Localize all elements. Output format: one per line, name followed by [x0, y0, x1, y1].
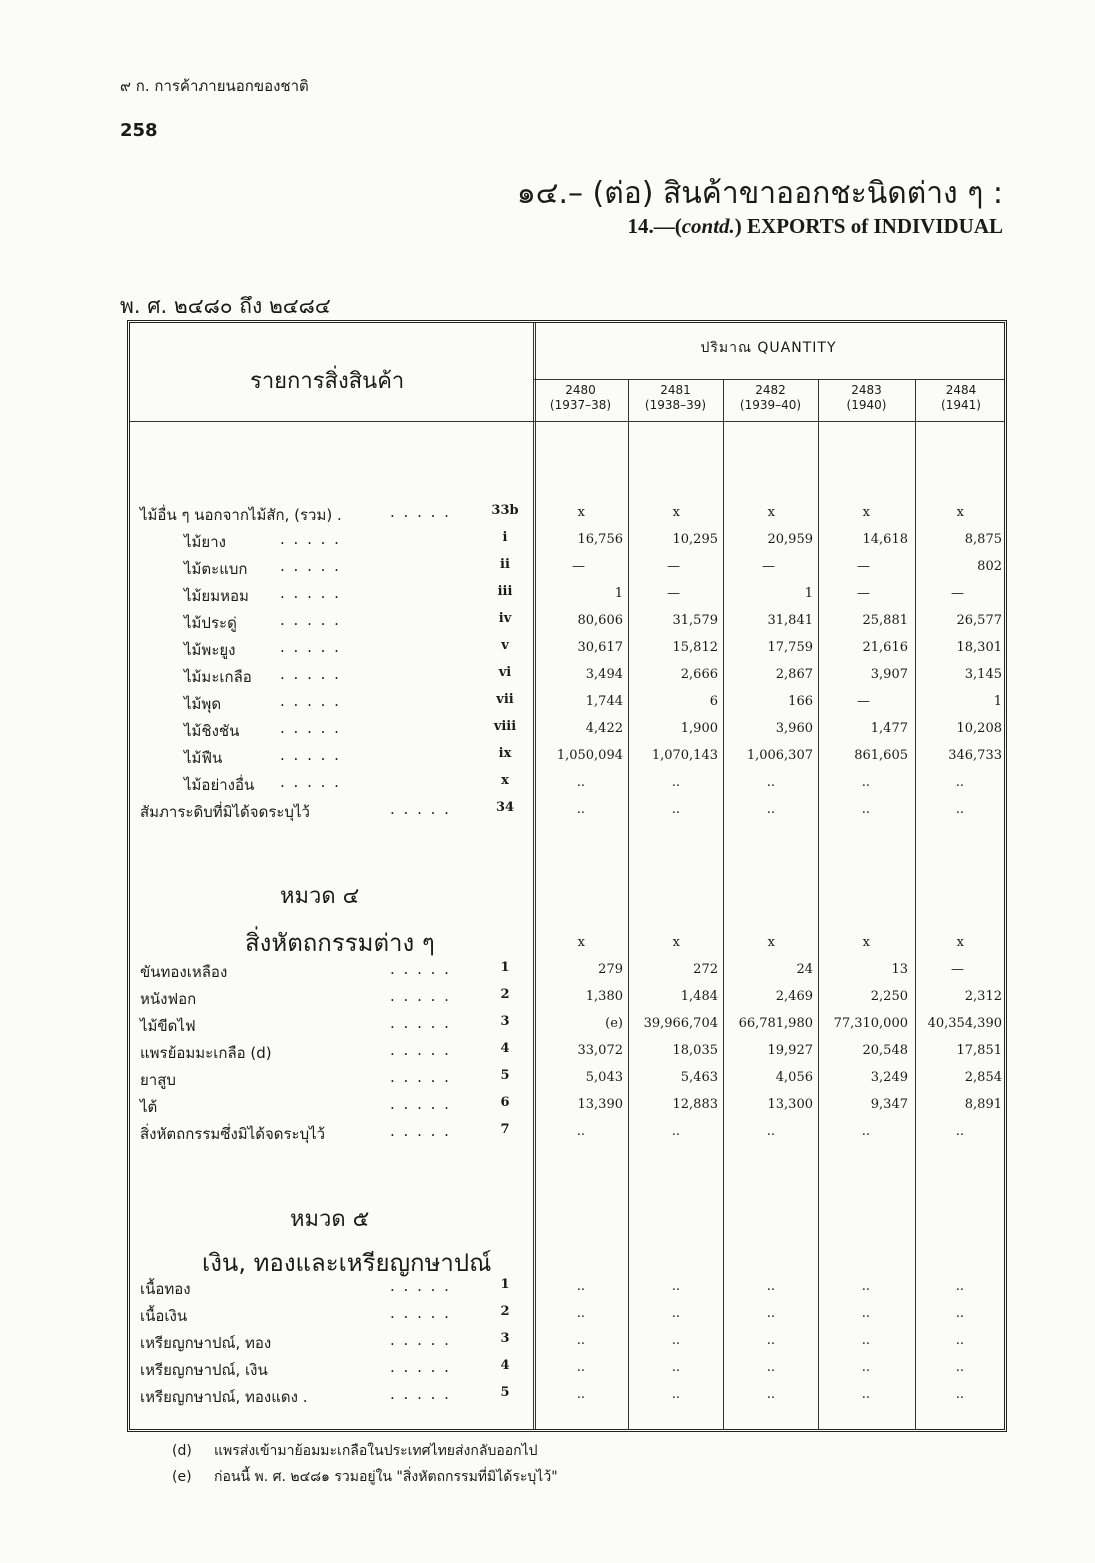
- leader-dots: . . . . .: [390, 960, 451, 978]
- quantity-cell: ..: [671, 775, 680, 790]
- item-column-header: รายการสิ่งสินค้า: [250, 369, 405, 394]
- leader-dots: . . . . .: [390, 503, 451, 521]
- table-row: [130, 503, 1004, 530]
- row-code: 4: [500, 1358, 510, 1373]
- quantity-cell: ..: [671, 1387, 680, 1402]
- row-label: ไต้: [140, 1098, 158, 1116]
- quantity-cell: 30,617: [577, 640, 623, 655]
- quantity-cell: —: [857, 586, 870, 601]
- row-code: ix: [498, 746, 512, 761]
- table-row: [130, 1358, 1004, 1385]
- group-4-subtitle: สิ่งหัตถกรรมต่าง ๆ: [245, 929, 435, 957]
- quantity-cell: 2,469: [775, 989, 813, 1004]
- quantity-cell: 1,900: [680, 721, 718, 736]
- quantity-cell: ..: [671, 1124, 680, 1139]
- row-code: 34: [495, 800, 515, 815]
- row-label: ไม้พุด: [184, 695, 222, 713]
- quantity-cell: 861,605: [854, 748, 908, 763]
- group-5-title: หมวด ๕: [290, 1207, 370, 1232]
- leader-dots: . . . . .: [280, 611, 341, 629]
- table-row: [130, 1331, 1004, 1358]
- row-code: iv: [498, 611, 512, 626]
- leader-dots: . . . . .: [390, 1122, 451, 1140]
- quantity-cell: 31,579: [672, 613, 718, 628]
- quantity-cell: ..: [861, 1124, 870, 1139]
- quantity-cell: ..: [671, 1360, 680, 1375]
- row-code: 3: [500, 1014, 510, 1029]
- quantity-cell: x: [862, 935, 870, 950]
- table-row: [130, 1095, 1004, 1122]
- table-row: [130, 665, 1004, 692]
- row-code: ii: [500, 557, 510, 572]
- quantity-cell: 20,548: [862, 1043, 908, 1058]
- title-thai: ๑๔.– (ต่อ) สินค้าขาออกชะนิดต่าง ๆ :: [516, 176, 1003, 211]
- quantity-cell: x: [956, 935, 964, 950]
- table-row: [130, 1041, 1004, 1068]
- quantity-cell: 3,960: [775, 721, 813, 736]
- row-code: 2: [500, 1304, 510, 1319]
- leader-dots: . . . . .: [280, 719, 341, 737]
- table-row: [130, 800, 1004, 827]
- quantity-cell: 279: [598, 962, 623, 977]
- quantity-cell: 1,484: [680, 989, 718, 1004]
- leader-dots: . . . . .: [390, 1277, 451, 1295]
- quantity-cell: —: [572, 559, 585, 574]
- row-code: i: [502, 530, 508, 545]
- quantity-cell: 5,043: [585, 1070, 623, 1085]
- quantity-cell: ..: [671, 1306, 680, 1321]
- quantity-cell: 3,907: [870, 667, 908, 682]
- table-row: [130, 746, 1004, 773]
- quantity-cell: —: [951, 962, 964, 977]
- row-label: ไม้ชิงชัน: [184, 722, 240, 740]
- row-label: เนื้อทอง: [140, 1280, 191, 1298]
- quantity-cell: —: [762, 559, 775, 574]
- quantity-cell: 4,056: [775, 1070, 813, 1085]
- quantity-cell: 1: [804, 586, 813, 601]
- row-label: แพรย้อมมะเกลือ (d): [140, 1044, 272, 1062]
- row-label: ไม้ประดู่: [184, 614, 237, 632]
- quantity-cell: 13,390: [577, 1097, 623, 1112]
- quantity-cell: 26,577: [956, 613, 1002, 628]
- row-label: ไม้พะยูง: [184, 641, 236, 659]
- quantity-cell: —: [667, 586, 680, 601]
- quantity-cell: ..: [861, 1387, 870, 1402]
- quantity-cell: ..: [861, 1306, 870, 1321]
- quantity-cell: 17,759: [767, 640, 813, 655]
- quantity-cell: 21,616: [862, 640, 908, 655]
- quantity-cell: 40,354,390: [927, 1016, 1002, 1031]
- table-row: [130, 1014, 1004, 1041]
- row-label: ไม้ยาง: [184, 533, 226, 551]
- table-row: [130, 933, 1004, 960]
- quantity-cell: 15,812: [672, 640, 718, 655]
- quantity-cell: 14,618: [862, 532, 908, 547]
- quantity-cell: 10,208: [956, 721, 1002, 736]
- row-code: vi: [498, 665, 512, 680]
- quantity-cell: 13: [891, 962, 908, 977]
- quantity-cell: 33,072: [577, 1043, 623, 1058]
- row-label: สัมภาระดิบที่มิได้จดระบุไว้: [140, 803, 310, 821]
- quantity-cell: x: [956, 505, 964, 520]
- quantity-header: ปริมาณ QUANTITY: [700, 340, 837, 356]
- year-header: 2484 (1941): [941, 383, 981, 412]
- quantity-cell: ..: [576, 802, 585, 817]
- quantity-cell: 18,301: [956, 640, 1002, 655]
- row-label: ไม้ตะแบก: [184, 560, 248, 578]
- title-english: 14.—(contd.) EXPORTS of INDIVIDUAL: [627, 214, 1003, 238]
- quantity-cell: ..: [861, 1279, 870, 1294]
- table-row: [130, 719, 1004, 746]
- footnote-mark: (d): [172, 1443, 192, 1459]
- row-code: 2: [500, 987, 510, 1002]
- quantity-cell: 31,841: [767, 613, 813, 628]
- quantity-cell: ..: [766, 1124, 775, 1139]
- quantity-cell: 12,883: [672, 1097, 718, 1112]
- quantity-cell: 346,733: [948, 748, 1002, 763]
- header-rule: [533, 379, 1004, 380]
- year-header: 2482 (1939–40): [739, 383, 802, 412]
- table-row: [130, 987, 1004, 1014]
- quantity-cell: ..: [861, 1360, 870, 1375]
- footnote-text: แพรส่งเข้ามาย้อมมะเกลือในประเทศไทยส่งกลับออกไป: [214, 1443, 538, 1459]
- leader-dots: . . . . .: [390, 1385, 451, 1403]
- leader-dots: . . . . .: [390, 1331, 451, 1349]
- row-label: เนื้อเงิน: [140, 1307, 188, 1325]
- quantity-cell: 19,927: [767, 1043, 813, 1058]
- quantity-cell: 77,310,000: [833, 1016, 908, 1031]
- quantity-cell: 4,422: [585, 721, 623, 736]
- quantity-cell: ..: [576, 1279, 585, 1294]
- quantity-cell: 5,463: [680, 1070, 718, 1085]
- quantity-cell: x: [577, 935, 585, 950]
- table-row: [130, 1277, 1004, 1304]
- quantity-cell: ..: [955, 1124, 964, 1139]
- quantity-cell: 1,744: [585, 694, 623, 709]
- table-row: [130, 530, 1004, 557]
- column-divider: [533, 323, 536, 1429]
- leader-dots: . . . . .: [390, 1014, 451, 1032]
- period-label: พ. ศ. ๒๔๘๐ ถึง ๒๔๘๔: [120, 294, 331, 318]
- leader-dots: . . . . .: [280, 665, 341, 683]
- row-label: ไม้อย่างอื่น: [184, 776, 255, 794]
- leader-dots: . . . . .: [390, 987, 451, 1005]
- quantity-cell: ..: [766, 1279, 775, 1294]
- quantity-cell: (e): [605, 1016, 623, 1031]
- row-code: 4: [500, 1041, 510, 1056]
- group-4-title: หมวด ๔: [280, 884, 360, 909]
- quantity-cell: 18,035: [672, 1043, 718, 1058]
- quantity-cell: 39,966,704: [643, 1016, 718, 1031]
- leader-dots: . . . . .: [280, 530, 341, 548]
- row-label: ไม้ขีดไฟ: [140, 1017, 196, 1035]
- quantity-cell: ..: [671, 802, 680, 817]
- footnote: [172, 1440, 538, 1462]
- row-code: x: [501, 773, 509, 788]
- quantity-cell: 13,300: [767, 1097, 813, 1112]
- quantity-cell: 3,494: [585, 667, 623, 682]
- quantity-cell: —: [857, 559, 870, 574]
- quantity-cell: 24: [796, 962, 813, 977]
- row-label: หนังฟอก: [140, 990, 197, 1008]
- quantity-cell: 802: [977, 559, 1002, 574]
- table-row: [130, 557, 1004, 584]
- quantity-cell: 25,881: [862, 613, 908, 628]
- quantity-cell: —: [667, 559, 680, 574]
- row-label: เหรียญกษาปณ์, เงิน: [140, 1361, 268, 1379]
- quantity-cell: 2,250: [870, 989, 908, 1004]
- quantity-cell: ..: [766, 1306, 775, 1321]
- exports-table: [127, 320, 1007, 1432]
- leader-dots: . . . . .: [280, 746, 341, 764]
- quantity-cell: 66,781,980: [738, 1016, 813, 1031]
- quantity-cell: ..: [576, 1387, 585, 1402]
- header-rule: [130, 421, 1004, 422]
- row-code: 7: [500, 1122, 510, 1137]
- leader-dots: . . . . .: [390, 1358, 451, 1376]
- row-code: 5: [500, 1385, 510, 1400]
- quantity-cell: ..: [955, 1360, 964, 1375]
- row-code: 1: [500, 960, 510, 975]
- quantity-cell: ..: [861, 775, 870, 790]
- table-row: [130, 1068, 1004, 1095]
- table-row: [130, 584, 1004, 611]
- quantity-cell: x: [862, 505, 870, 520]
- row-label: ขันทองเหลือง: [140, 963, 228, 981]
- year-header: 2481 (1938–39): [644, 383, 707, 412]
- quantity-cell: ..: [955, 775, 964, 790]
- row-code: 3: [500, 1331, 510, 1346]
- quantity-cell: 10,295: [672, 532, 718, 547]
- row-code: 33b: [491, 503, 519, 518]
- quantity-cell: x: [577, 505, 585, 520]
- row-code: iii: [497, 584, 513, 599]
- quantity-cell: ..: [955, 1333, 964, 1348]
- table-row: [130, 1122, 1004, 1149]
- table-row: [130, 638, 1004, 665]
- footnote-mark: (e): [172, 1469, 192, 1485]
- quantity-cell: 3,145: [964, 667, 1002, 682]
- row-label: ไม้ฟืน: [184, 749, 223, 767]
- quantity-cell: x: [767, 505, 775, 520]
- quantity-cell: ..: [576, 1360, 585, 1375]
- quantity-cell: —: [951, 586, 964, 601]
- quantity-cell: 2,867: [775, 667, 813, 682]
- year-header: 2480 (1937–38): [549, 383, 612, 412]
- group-5-subtitle: เงิน, ทองและเหรียญกษาปณ์: [202, 1249, 492, 1277]
- quantity-cell: 1,477: [870, 721, 908, 736]
- leader-dots: . . . . .: [280, 773, 341, 791]
- quantity-cell: ..: [955, 1387, 964, 1402]
- quantity-cell: 1,006,307: [746, 748, 813, 763]
- leader-dots: . . . . .: [390, 1095, 451, 1113]
- quantity-cell: 2,312: [964, 989, 1002, 1004]
- quantity-cell: ..: [766, 775, 775, 790]
- footnote: [172, 1466, 558, 1488]
- page-number: 258: [120, 120, 158, 141]
- quantity-cell: ..: [576, 775, 585, 790]
- quantity-cell: 1,070,143: [651, 748, 718, 763]
- section-heading: ๙ ก. การค้าภายนอกของชาติ: [120, 77, 309, 95]
- quantity-cell: ..: [671, 1333, 680, 1348]
- quantity-cell: 8,891: [964, 1097, 1002, 1112]
- row-code: 1: [500, 1277, 510, 1292]
- quantity-cell: ..: [576, 1306, 585, 1321]
- row-label: ไม้อื่น ๆ นอกจากไม้สัก, (รวม) .: [140, 506, 342, 524]
- footnote-text: ก่อนนี้ พ. ศ. ๒๔๘๑ รวมอยู่ใน "สิ่งหัตถกรรมที่มิได้ระบุไว้": [214, 1469, 558, 1485]
- quantity-cell: 272: [693, 962, 718, 977]
- quantity-cell: x: [672, 505, 680, 520]
- row-label: สิ่งหัตถกรรมซึ่งมิได้จดระบุไว้: [140, 1125, 326, 1143]
- row-label: เหรียญกษาปณ์, ทอง: [140, 1334, 272, 1352]
- quantity-cell: ..: [861, 1333, 870, 1348]
- quantity-cell: ..: [955, 1306, 964, 1321]
- row-code: vii: [496, 692, 514, 707]
- quantity-cell: ..: [861, 802, 870, 817]
- table-row: [130, 960, 1004, 987]
- year-header: 2483 (1940): [846, 383, 887, 412]
- row-code: v: [501, 638, 509, 653]
- row-label: ไม้มะเกลือ: [184, 668, 252, 686]
- quantity-cell: x: [767, 935, 775, 950]
- leader-dots: . . . . .: [280, 638, 341, 656]
- quantity-cell: 1: [614, 586, 623, 601]
- leader-dots: . . . . .: [280, 692, 341, 710]
- quantity-cell: ..: [766, 802, 775, 817]
- quantity-cell: ..: [955, 1279, 964, 1294]
- quantity-cell: 20,959: [767, 532, 813, 547]
- quantity-cell: 16,756: [577, 532, 623, 547]
- quantity-cell: 8,875: [964, 532, 1002, 547]
- row-code: viii: [493, 719, 517, 734]
- table-row: [130, 611, 1004, 638]
- quantity-cell: 17,851: [956, 1043, 1002, 1058]
- quantity-cell: 9,347: [870, 1097, 908, 1112]
- quantity-cell: ..: [766, 1360, 775, 1375]
- leader-dots: . . . . .: [280, 557, 341, 575]
- quantity-cell: ..: [766, 1387, 775, 1402]
- leader-dots: . . . . .: [390, 800, 451, 818]
- quantity-cell: ..: [955, 802, 964, 817]
- quantity-cell: x: [672, 935, 680, 950]
- leader-dots: . . . . .: [390, 1068, 451, 1086]
- quantity-cell: 2,666: [680, 667, 718, 682]
- quantity-cell: 2,854: [964, 1070, 1002, 1085]
- quantity-cell: 80,606: [577, 613, 623, 628]
- table-row: [130, 692, 1004, 719]
- table-row: [130, 1304, 1004, 1331]
- quantity-cell: ..: [576, 1333, 585, 1348]
- leader-dots: . . . . .: [390, 1304, 451, 1322]
- leader-dots: . . . . .: [280, 584, 341, 602]
- row-label: ยาสูบ: [140, 1071, 176, 1089]
- row-label: เหรียญกษาปณ์, ทองแดง .: [140, 1388, 308, 1406]
- row-label: ไม้ยมหอม: [184, 587, 249, 605]
- quantity-cell: 3,249: [870, 1070, 908, 1085]
- quantity-cell: 1: [993, 694, 1002, 709]
- quantity-cell: —: [857, 694, 870, 709]
- row-code: 6: [500, 1095, 510, 1110]
- quantity-cell: 1,380: [585, 989, 623, 1004]
- quantity-cell: 166: [788, 694, 813, 709]
- quantity-cell: ..: [671, 1279, 680, 1294]
- quantity-cell: 1,050,094: [556, 748, 623, 763]
- leader-dots: . . . . .: [390, 1041, 451, 1059]
- table-row: [130, 1385, 1004, 1412]
- quantity-cell: 6: [709, 694, 718, 709]
- quantity-cell: ..: [576, 1124, 585, 1139]
- quantity-cell: ..: [766, 1333, 775, 1348]
- table-row: [130, 773, 1004, 800]
- row-code: 5: [500, 1068, 510, 1083]
